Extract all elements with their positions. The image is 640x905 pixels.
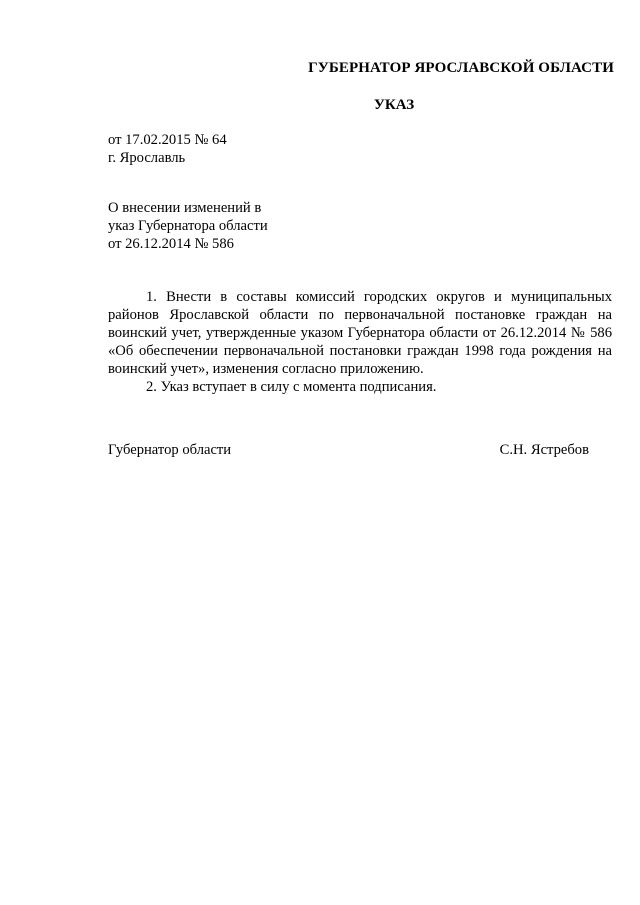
issuing-authority-text: ГУБЕРНАТОР ЯРОСЛАВСКОЙ ОБЛАСТИ [308,60,614,76]
document-meta [108,131,227,167]
subject-line-1: О внесении изменений в [108,200,262,216]
body-paragraph-2: 2. Указ вступает в силу с момента подписания. [146,379,437,395]
date-number: от 17.02.2015 № 64 [108,132,227,148]
subject-line-3: от 26.12.2014 № 586 [108,236,234,252]
city: г. Ярославль [108,150,186,166]
signatory-name: С.Н. Ястребов [499,442,589,458]
issuing-authority [108,60,612,77]
document-subject [108,199,268,253]
document-type: УКАЗ [373,97,415,113]
signature-block [108,442,589,459]
document-body [108,288,612,396]
signatory-position: Губернатор области [108,442,232,458]
body-paragraph-1: 1. Внести в составы комиссий городских округов и муниципальных районов Ярославской области по первоначальной постановке граждан на воинский учет, утвержденные указом Губернатора области от 26.12.2014 № 586 «Об обеспечении первоначальной постановки граждан 1998 года рождения на воинский учет», изменения согласно приложению. [108,289,612,377]
subject-line-2: указ Губернатора области [108,218,268,234]
